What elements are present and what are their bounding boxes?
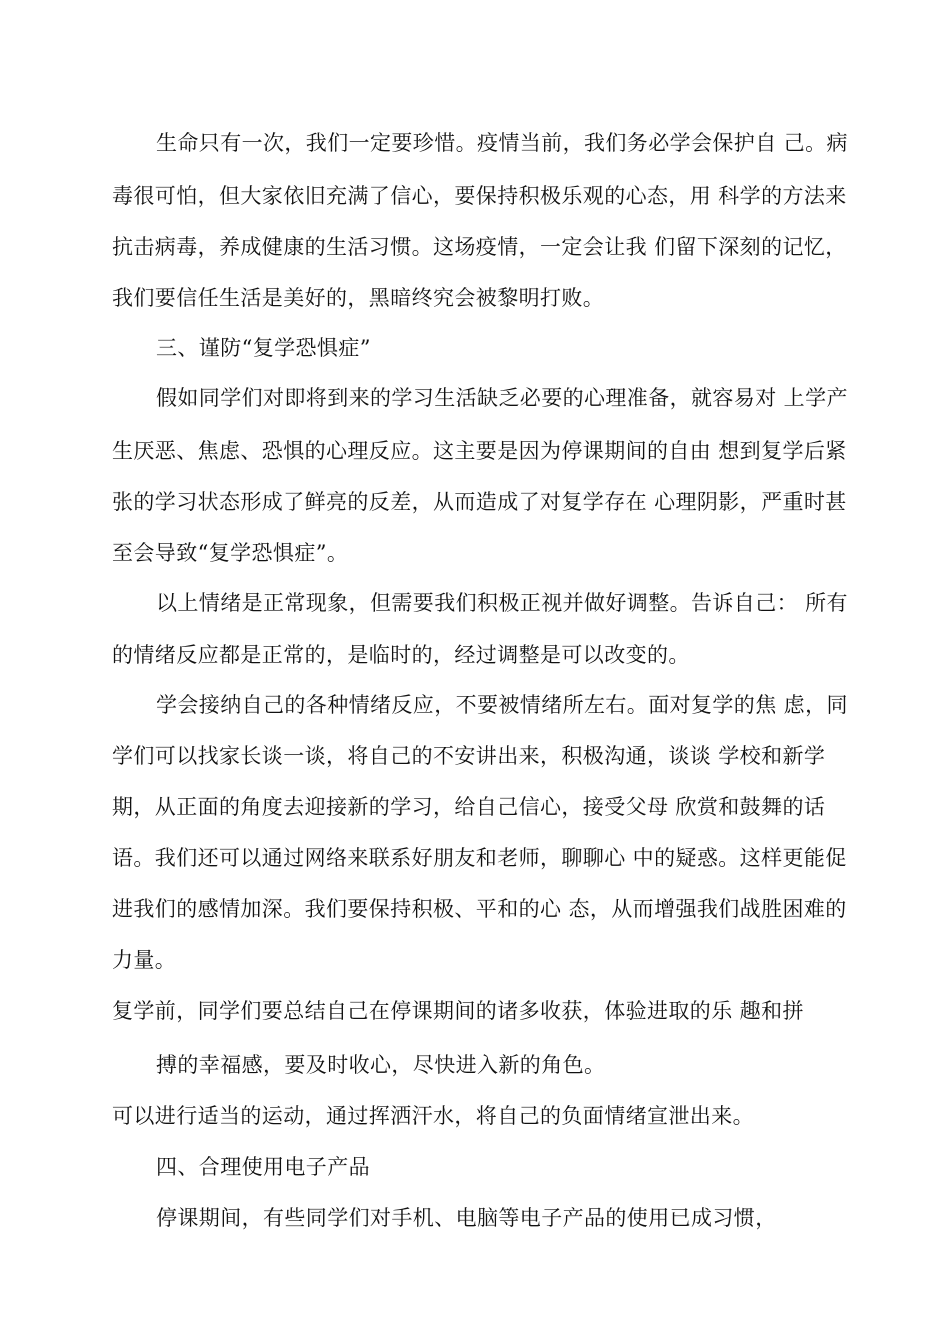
text-line: 生厌恶、焦虑、恐惧的心理反应。这主要是因为停课期间的自由 想到复学后紧 [112, 439, 847, 463]
text-line: 搏的幸福感，要及时收心，尽快进入新的角色。 [156, 1053, 606, 1077]
text-line: 抗击病毒，养成健康的生活习惯。这场疫情，一定会让我 们留下深刻的记忆， [112, 235, 847, 259]
text-line: 我们要信任生活是美好的，黑暗终究会被黎明打败。 [112, 286, 605, 310]
text-line: 张的学习状态形成了鲜亮的反差，从而造成了对复学存在 心理阴影，严重时甚 [112, 490, 847, 514]
text-line: 复学前，同学们要总结自己在停课期间的诸多收获，体验进取的乐 趣和拼 [112, 999, 804, 1023]
text-line: 学会接纳自己的各种情绪反应，不要被情绪所左右。面对复学的焦 虑，同 [156, 693, 848, 717]
text-line: 的情绪反应都是正常的，是临时的，经过调整是可以改变的。 [112, 643, 690, 667]
text-line: 力量。 [112, 948, 177, 972]
text-line: 停课期间，有些同学们对手机、电脑等电子产品的使用已成习惯， [156, 1206, 777, 1230]
text-line: 假如同学们对即将到来的学习生活缺乏必要的心理准备，就容易对 上学产 [156, 386, 848, 410]
text-line: 进我们的感情加深。我们要保持积极、平和的心 态，从而增强我们战胜困难的 [112, 897, 847, 921]
text-line: 毒很可怕，但大家依旧充满了信心，要保持积极乐观的心态，用 科学的方法来 [112, 184, 847, 208]
text-line: 至会导致“复学恐惧症”。 [112, 541, 349, 565]
text-line: 学们可以找家长谈一谈，将自己的不安讲出来，积极沟通，谈谈 学校和新学 [112, 744, 826, 768]
text-line: 语。我们还可以通过网络来联系好朋友和老师，聊聊心 中的疑惑。这样更能促 [112, 846, 847, 870]
section-heading: 四、合理使用电子产品 [156, 1155, 370, 1179]
text-line: 生命只有一次，我们一定要珍惜。疫情当前，我们务必学会保护自 己。病 [156, 131, 848, 155]
section-heading: 三、谨防“复学恐惧症” [156, 336, 371, 360]
text-line: 以上情绪是正常现象，但需要我们积极正视并做好调整。告诉自己： 所有 [156, 591, 848, 615]
text-line: 期，从正面的角度去迎接新的学习，给自己信心，接受父母 欣赏和鼓舞的话 [112, 795, 826, 819]
text-line: 可以进行适当的运动，通过挥洒汗水，将自己的负面情绪宣泄出来。 [112, 1104, 754, 1128]
